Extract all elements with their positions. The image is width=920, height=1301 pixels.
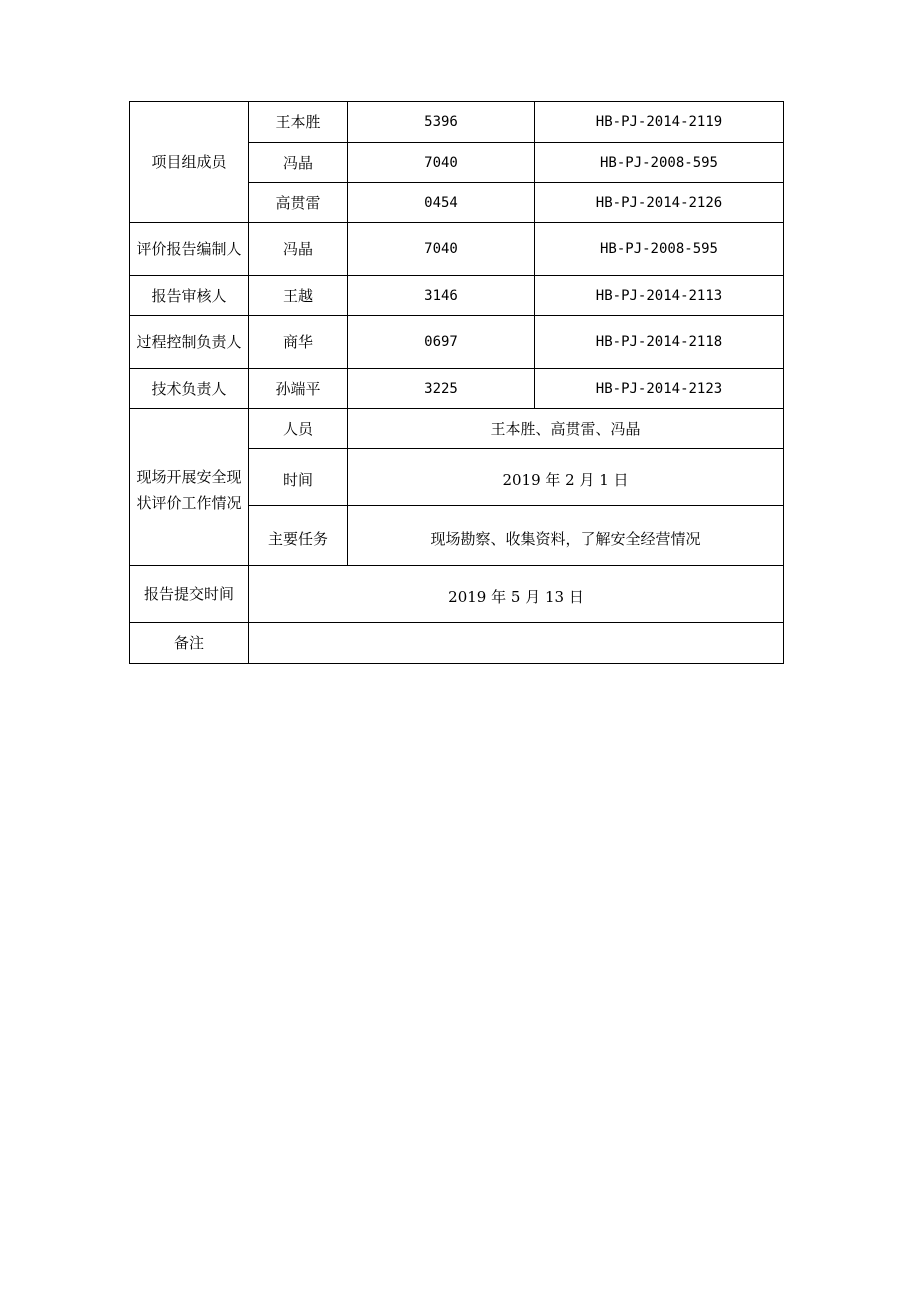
role-code: 7040 [348, 223, 535, 276]
role-name: 商华 [249, 316, 348, 369]
fieldwork-row-value: 2019 年 2 月 1 日 [348, 449, 784, 506]
member-cert: HB-PJ-2014-2126 [535, 183, 784, 223]
role-label: 过程控制负责人 [130, 316, 249, 369]
role-cert: HB-PJ-2014-2123 [535, 369, 784, 409]
table-row [130, 623, 784, 664]
member-cert: HB-PJ-2014-2119 [535, 102, 784, 143]
role-cert: HB-PJ-2014-2118 [535, 316, 784, 369]
fieldwork-row-label: 人员 [249, 409, 348, 449]
table-row [130, 566, 784, 623]
fieldwork-row-label: 时间 [249, 449, 348, 506]
submission-value: 2019 年 5 月 13 日 [249, 566, 784, 623]
table-row [130, 102, 784, 143]
role-label: 技术负责人 [130, 369, 249, 409]
team-label: 项目组成员 [130, 102, 249, 223]
table-row [130, 276, 784, 316]
role-name: 冯晶 [249, 223, 348, 276]
submission-label: 报告提交时间 [130, 566, 249, 623]
fieldwork-row-value: 现场勘察、收集资料，了解安全经营情况 [348, 506, 784, 566]
member-name: 冯晶 [249, 143, 348, 183]
remarks-label: 备注 [130, 623, 249, 664]
role-cert: HB-PJ-2014-2113 [535, 276, 784, 316]
role-code: 0697 [348, 316, 535, 369]
role-name: 王越 [249, 276, 348, 316]
member-name: 高贯雷 [249, 183, 348, 223]
member-code: 0454 [348, 183, 535, 223]
member-code: 5396 [348, 102, 535, 143]
role-label: 评价报告编制人 [130, 223, 249, 276]
evaluation-staff-table [129, 101, 784, 664]
fieldwork-row-label: 主要任务 [249, 506, 348, 566]
role-cert: HB-PJ-2008-595 [535, 223, 784, 276]
fieldwork-label: 现场开展安全现状评价工作情况 [130, 409, 249, 566]
table-row [130, 223, 784, 276]
role-code: 3146 [348, 276, 535, 316]
role-label: 报告审核人 [130, 276, 249, 316]
role-name: 孙端平 [249, 369, 348, 409]
table-row [130, 369, 784, 409]
role-code: 3225 [348, 369, 535, 409]
member-name: 王本胜 [249, 102, 348, 143]
table-row [130, 409, 784, 449]
member-cert: HB-PJ-2008-595 [535, 143, 784, 183]
table-row [130, 316, 784, 369]
fieldwork-row-value: 王本胜、高贯雷、冯晶 [348, 409, 784, 449]
remarks-value [249, 623, 784, 664]
member-code: 7040 [348, 143, 535, 183]
